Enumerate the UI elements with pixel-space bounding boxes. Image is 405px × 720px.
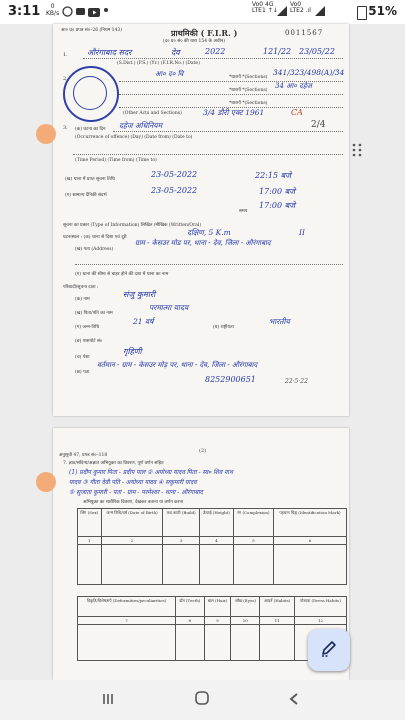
column-number: 10 [231,617,260,625]
column-number: 6 [273,537,346,545]
column-number: 11 [260,617,295,625]
sections-value-2: 34 आ० दहेज [275,82,312,90]
document-viewer[interactable] [0,24,405,680]
time-period-label: (Time Period) (Time from) (Time to) [75,158,157,163]
doc-title: प्राथमिकी ( F.I.R. ) [171,28,238,38]
sections-value: 341/323/498(A)/34 [273,68,345,77]
table-header: आदतें (Habits) [260,597,295,617]
name-value: संजु कुमारी [123,290,156,299]
pen-edit-icon [319,638,339,662]
battery-icon [357,6,367,20]
column-number: 9 [204,617,231,625]
accused-line-1: (1) प्रदीप कुमार पिता - प्रदीप पाल ② अयोध्या यादव पिता - स्व० शिव नाथ [69,469,233,476]
home-button[interactable] [182,688,222,712]
phone-value: 8252900651 [205,375,256,384]
recent-apps-icon [101,691,115,710]
sections-label: *धारायें *(Sections) [229,88,268,93]
beat-no: II [299,228,305,237]
description-label: अभियुक्त का शारीरिक विवरण, देखकर बताना या वर्णन करना [83,500,184,505]
table-header: बाल (Hair) [204,597,231,617]
other-acts-value: 3/4 डौरी एक्ट 1961 [203,108,265,117]
whatsapp-icon [62,6,73,15]
page-number: (2) [199,448,207,454]
serial-number: 0011567 [285,29,324,37]
complainant-label: परिवादी/सूचना दाता : [63,285,99,290]
sim2-network: Vo0 LTE2 .ıl [290,1,311,14]
grid-dots-icon[interactable] [352,142,362,161]
back-icon [287,691,301,710]
floating-bubble[interactable] [36,472,56,492]
signal-icon [315,5,325,19]
fir-date-value: 23/05/22 [299,47,335,56]
column-number: 4 [199,537,233,545]
document-page-1 [53,24,349,416]
nationality-value: भारतीय [269,317,290,326]
address2-label: (छ) पता [75,370,90,375]
column-number: 2 [101,537,163,545]
accused-line-3: ⑤ सुजाता कुमारी - पता - ग्राम - परमेश्वर - थाना - औरंगाबाद [69,489,203,496]
column-number: 8 [175,617,204,625]
physical-desc-table [77,508,347,585]
address2-value: वर्तमान - ग्राम - केसउर मोड़ पर, थाना - देव, जिला - औरंगाबाद [97,361,258,369]
rule [75,264,343,265]
gd-date: 23-05-2022 [151,186,198,195]
passport-label: (ङ) पासपोर्ट सं० [75,339,103,344]
table-header: लिंग (Sex) [78,509,102,537]
place-label: घटनास्थल : (क) थाना से दिशा एवं दूरी [63,235,127,240]
floating-bubble[interactable] [36,124,56,144]
occurrence-value: दहेज अधिनियम [119,121,163,130]
sections-label: *धारायें *(Sections) [229,75,268,80]
battery-percent: 51% [368,4,397,18]
gd-time: 17:00 बजे [259,187,296,196]
rule [83,58,343,59]
column-number: 12 [294,617,346,625]
row-num-1: 1. [63,52,68,58]
received-label: (ख) थाना में प्राप्त सूचना तिथि [65,177,115,182]
rule [73,154,343,155]
table-header: दाँत (Teeth) [175,597,204,617]
gd-label: (ग) सामान्य दैनिकी संदर्भ [65,193,107,198]
sections-label: *धारायें *(Sections) [229,101,268,106]
nationality-label: (घ) राष्ट्रीयता [213,325,234,330]
table-header: आँख (Eyes) [231,597,260,617]
recent-apps-button[interactable] [88,688,128,712]
signal-icon [277,5,287,19]
occurrence-label: (क) घटना का दिन [75,127,106,132]
ps-value: औरंगाबाद सदर [87,48,132,57]
home-icon [194,690,210,710]
father-label: (ख) पिता/पति का नाम [75,311,113,316]
other-acts-label: (Other Acts and Sections) [123,111,182,116]
row-num-2: 2. [63,76,68,82]
place-direction: दक्षिण, 5 K.m [187,228,231,237]
dist-value: देव [171,48,180,57]
doc-subtitle: (द० प्र० सं० की धारा 154 के अधीन) [163,39,226,44]
time-label: समय [239,209,248,214]
navigation-bar [0,680,405,720]
document-page-2 [53,428,349,680]
form-ref-2: अनुसूची 47, प्रपत्र सं०–118 [59,453,108,458]
column-number: 3 [163,537,199,545]
footer-date: 22·5·22 [285,378,308,385]
rule [113,131,343,132]
received-time: 22:15 बजे [255,171,292,180]
page-indicator: 2/4 [311,120,326,130]
rule [119,94,343,95]
occupation-label: (च) पेशा [75,355,90,360]
notification-dot [104,8,108,12]
accused-line-2: यादव ③ गीता देवी पति - अयोध्या यादव ④ सकुमारी यादव [69,479,197,486]
father-value: परमात्मा यादव [149,303,189,312]
column-number: 7 [78,617,176,625]
message-icon [75,6,86,15]
occupation-value: गृहिणी [123,347,142,356]
address-value: ग्राम - केसउर मोड पर, थाना - देव, जिला - औरंगाबाद [135,239,271,247]
data-rate: 0 KB/s [46,3,60,17]
row-num-3: 3. [63,125,68,131]
row1-captions: (S.Dist.) (P.S.) (Yr.) (F.I.R.No.) (Date) [117,61,200,66]
youtube-icon [88,6,99,15]
fir-no-value: 121/22 [263,47,292,56]
name-label: (क) नाम [75,297,90,302]
table-header: कद काठी (Build) [163,509,199,537]
status-bar [0,0,405,24]
form-ref: आ० प्र० प्रपत्र सं०–26 (नियम 143) [61,28,123,33]
status-time: 3:11 [8,4,41,19]
table-header: ऊँचाई (Height) [199,509,233,537]
outside-ps-label: (ग) थाना की सीमा से बाहर होने की दशा में थाना का नाम [75,272,169,277]
table-header: जन्म तिथि/वर्ष (Date of Birth) [101,509,163,537]
sim1-network: Vo0 4G LTE1 ↑↓ [252,1,278,14]
dob-value: 21 वर्ष [133,317,154,326]
edit-button[interactable] [308,629,350,671]
received-date: 23-05-2022 [151,170,198,179]
table-header: विकृति/विशेषताएँ (Deformities/peculiarities) [78,597,176,617]
info-type-label: सूचना का प्रकार (Type of Information) लिखित /मौखिक (Written/Oral) [63,223,202,228]
act-value: आ० द० वि [155,70,184,78]
table-header: रंग (Complexion) [233,509,273,537]
table-header: पहचान चिह्न (Identification Mark) [273,509,346,537]
column-number: 5 [233,537,273,545]
dob-label: (ग) जन्म-तिथि [75,325,100,330]
annotation-mark: CA [291,108,303,117]
year-value: 2022 [205,47,226,56]
column-number: 1 [78,537,102,545]
accused-section-label: 7. ज्ञात/संदिग्ध/अज्ञात अभियुक्त का विवरण, पूर्ण वर्णन सहित [63,461,164,466]
police-stamp [63,66,119,122]
physical-desc-table-2 [77,596,347,661]
time-value: 17:00 बजे [259,201,296,210]
occurrence-captions: (Occurrence of offence) (Day) (Date from) (Date to) [75,135,193,140]
table-header: पोशाक (Dress Habits) [294,597,346,617]
back-button[interactable] [274,688,314,712]
address-label: (ख) पता (Address) [75,247,114,252]
